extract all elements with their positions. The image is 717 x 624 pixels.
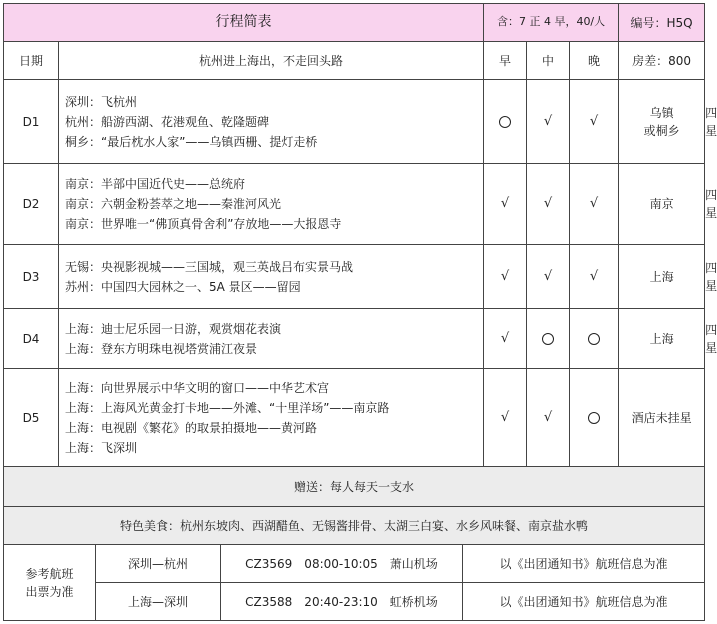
day-label: D2	[4, 164, 59, 245]
flight-info: CZ3588 20:40-23:10 虹桥机场	[221, 583, 463, 621]
day-row	[4, 369, 705, 467]
flight-note: 以《出团通知书》航班信息为准	[463, 545, 705, 583]
dinner-header: 晚	[570, 42, 619, 80]
itinerary-line: 南京：世界唯一“佛顶真骨舍利”存放地——大报恩寺	[65, 217, 342, 231]
day-row: D1 深圳：飞杭州 杭州：船游西湖、花港观鱼、乾隆题碑 桐乡：“最后枕水人家”——乌镇西栅、提灯走桥 √ √ 乌镇 或桐乡 四星	[4, 80, 705, 164]
day-row: D4 上海：迪士尼乐园一日游，观赏烟花表演 上海：登东方明珠电视塔赏浦江夜景 √ 上海 四星	[4, 309, 705, 369]
day-row: D3 无锡：央视影视城——三国城，观三英战吕布实景马战 苏州：中国四大园林之一、5A 景区——留园 √ √ √ 上海 四星	[4, 245, 705, 309]
not-included-circle-icon	[542, 333, 554, 345]
meal-price-info: 含：7 正 4 早，40/人	[484, 4, 619, 42]
itinerary-line: 苏州：中国四大园林之一、5A 景区——留园	[65, 279, 301, 294]
hotel-city	[619, 80, 705, 164]
lunch-header: 中	[527, 42, 570, 80]
itinerary-line: 深圳：飞杭州	[65, 94, 138, 109]
flight-label	[4, 545, 96, 621]
table-title: 行程简表	[4, 4, 484, 42]
flight-label-line: 出票为准	[25, 584, 74, 599]
itinerary-line: 上海：电视剧《繁花》的取景拍摄地——黄河路	[65, 420, 318, 435]
itinerary-line: 上海：登东方明珠电视塔赏浦江夜景	[65, 341, 258, 356]
gift-note: 赠送：每人每天一支水	[4, 467, 705, 507]
dinner-mark: √	[570, 245, 619, 309]
food-row	[4, 507, 705, 545]
day-itinerary	[59, 164, 484, 245]
route-note: 杭州进上海出，不走回头路	[59, 42, 484, 80]
flight-note: 以《出团通知书》航班信息为准	[463, 583, 705, 621]
breakfast-mark: √	[484, 164, 527, 245]
day-itinerary	[59, 80, 484, 164]
hotel-city-line: 乌镇	[649, 105, 674, 120]
breakfast-mark: √	[484, 369, 527, 467]
lunch-mark	[527, 309, 570, 369]
hotel-city: 上海	[619, 245, 705, 309]
day-label: D4	[4, 309, 59, 369]
hotel-city-line: 或桐乡	[643, 123, 680, 138]
day-itinerary	[59, 309, 484, 369]
day-itinerary	[59, 245, 484, 309]
lunch-mark: √	[527, 245, 570, 309]
breakfast-mark: √	[484, 309, 527, 369]
itinerary-line: 南京：六朝金粉荟萃之地——秦淮河风光	[65, 197, 282, 211]
not-included-circle-icon	[499, 116, 511, 128]
flight-row	[4, 583, 705, 621]
lunch-mark: √	[527, 80, 570, 164]
day-row: D2 南京：半部中国近代史——总统府 南京：六朝金粉荟萃之地——秦淮河风光 南京：世界唯一“佛顶真骨舍利”存放地——大报恩寺 √ √ √ 南京 四星	[4, 164, 705, 245]
flight-label-line: 参考航班	[25, 566, 74, 581]
product-code: 编号：H5Q	[619, 4, 705, 42]
dinner-mark	[570, 309, 619, 369]
day-label: D5	[4, 369, 59, 467]
date-header: 日期	[4, 42, 59, 80]
itinerary-line: 上海：迪士尼乐园一日游，观赏烟花表演	[65, 321, 282, 336]
hotel-city: 南京	[619, 164, 705, 245]
not-included-circle-icon	[588, 412, 600, 424]
hotel-note: 酒店未挂星	[619, 369, 705, 467]
gift-row	[4, 467, 705, 507]
dinner-mark: √	[570, 164, 619, 245]
flight-info: CZ3569 08:00-10:05 萧山机场	[221, 545, 463, 583]
itinerary-line: 桐乡：“最后枕水人家”——乌镇西栅、提灯走桥	[65, 134, 318, 149]
itinerary-line: 上海：向世界展示中华文明的窗口——中华艺术宫	[65, 380, 330, 395]
itinerary-table	[3, 3, 717, 621]
flight-route: 深圳—杭州	[96, 545, 221, 583]
lunch-mark: √	[527, 164, 570, 245]
flight-route: 上海—深圳	[96, 583, 221, 621]
not-included-circle-icon	[588, 333, 600, 345]
day-itinerary	[59, 369, 484, 467]
itinerary-line: 无锡：央视影视城——三国城，观三英战吕布实景马战	[65, 259, 354, 274]
dinner-mark: √	[570, 80, 619, 164]
subheader-row	[4, 42, 705, 80]
room-difference: 房差：800	[619, 42, 705, 80]
breakfast-mark: √	[484, 245, 527, 309]
breakfast-mark	[484, 80, 527, 164]
day-label: D3	[4, 245, 59, 309]
hotel-city: 上海	[619, 309, 705, 369]
flight-row	[4, 545, 705, 583]
header-row	[4, 4, 705, 42]
lunch-mark: √	[527, 369, 570, 467]
dinner-mark	[570, 369, 619, 467]
itinerary-line: 杭州：船游西湖、花港观鱼、乾隆题碑	[65, 114, 270, 129]
day-label: D1	[4, 80, 59, 164]
itinerary-line: 上海：上海风光黄金打卡地——外滩、“十里洋场”——南京路	[65, 400, 390, 415]
itinerary-line: 上海：飞深圳	[65, 440, 138, 455]
breakfast-header: 早	[484, 42, 527, 80]
food-note: 特色美食：杭州东坡肉、西湖醋鱼、无锡酱排骨、太湖三白宴、水乡风味餐、南京盐水鸭	[4, 507, 705, 545]
itinerary-line: 南京：半部中国近代史——总统府	[65, 177, 246, 191]
